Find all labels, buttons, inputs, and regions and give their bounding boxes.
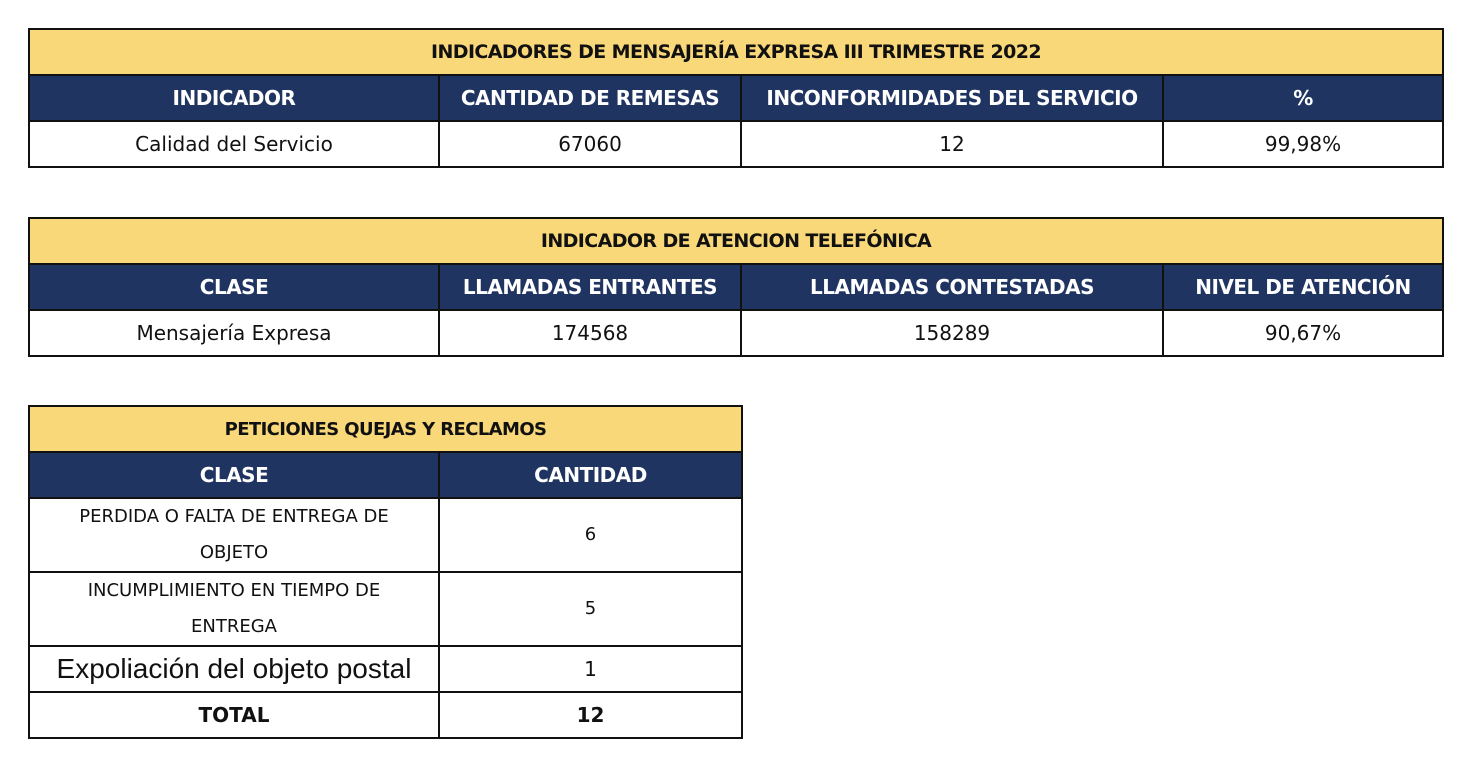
pqr-header-row xyxy=(29,452,742,498)
column-header: CLASE xyxy=(29,264,439,310)
answered-calls-cell: 158289 xyxy=(741,310,1163,356)
express-header-row xyxy=(29,75,1443,121)
column-header: NIVEL DE ATENCIÓN xyxy=(1163,264,1443,310)
cantidad-cell: 6 xyxy=(439,498,742,572)
remesas-cell: 67060 xyxy=(439,121,741,167)
attention-level-cell: 90,67% xyxy=(1163,310,1443,356)
incoming-calls-cell: 174568 xyxy=(439,310,741,356)
table-row xyxy=(29,646,742,692)
total-value: 12 xyxy=(439,692,742,738)
phone-table-title: INDICADOR DE ATENCION TELEFÓNICA xyxy=(29,218,1443,264)
clase-cell: PERDIDA O FALTA DE ENTREGA DE OBJETO xyxy=(29,498,439,572)
column-header: CANTIDAD xyxy=(439,452,742,498)
cantidad-cell: 5 xyxy=(439,572,742,646)
table-row xyxy=(29,498,742,572)
table-row xyxy=(29,310,1443,356)
total-row xyxy=(29,692,742,738)
percent-cell: 99,98% xyxy=(1163,121,1443,167)
pqr-table-title: PETICIONES QUEJAS Y RECLAMOS xyxy=(29,406,742,452)
column-header: INDICADOR xyxy=(29,75,439,121)
column-header: CANTIDAD DE REMESAS xyxy=(439,75,741,121)
pqr-table xyxy=(28,405,743,739)
clase-cell: Expoliación del objeto postal xyxy=(29,646,439,692)
express-indicators-table xyxy=(28,28,1444,168)
inconformidades-cell: 12 xyxy=(741,121,1163,167)
cantidad-cell: 1 xyxy=(439,646,742,692)
phone-title-row xyxy=(29,218,1443,264)
column-header: LLAMADAS CONTESTADAS xyxy=(741,264,1163,310)
phone-attention-table xyxy=(28,217,1444,357)
express-table-title: INDICADORES DE MENSAJERÍA EXPRESA III TRIMESTRE 2022 xyxy=(29,29,1443,75)
phone-header-row xyxy=(29,264,1443,310)
clase-cell: Mensajería Expresa xyxy=(29,310,439,356)
indicator-cell: Calidad del Servicio xyxy=(29,121,439,167)
clase-cell: INCUMPLIMIENTO EN TIEMPO DE ENTREGA xyxy=(29,572,439,646)
table-row xyxy=(29,121,1443,167)
pqr-title-row xyxy=(29,406,742,452)
total-label: TOTAL xyxy=(29,692,439,738)
column-header: % xyxy=(1163,75,1443,121)
table-row xyxy=(29,572,742,646)
column-header: LLAMADAS ENTRANTES xyxy=(439,264,741,310)
column-header: CLASE xyxy=(29,452,439,498)
column-header: INCONFORMIDADES DEL SERVICIO xyxy=(741,75,1163,121)
express-title-row xyxy=(29,29,1443,75)
